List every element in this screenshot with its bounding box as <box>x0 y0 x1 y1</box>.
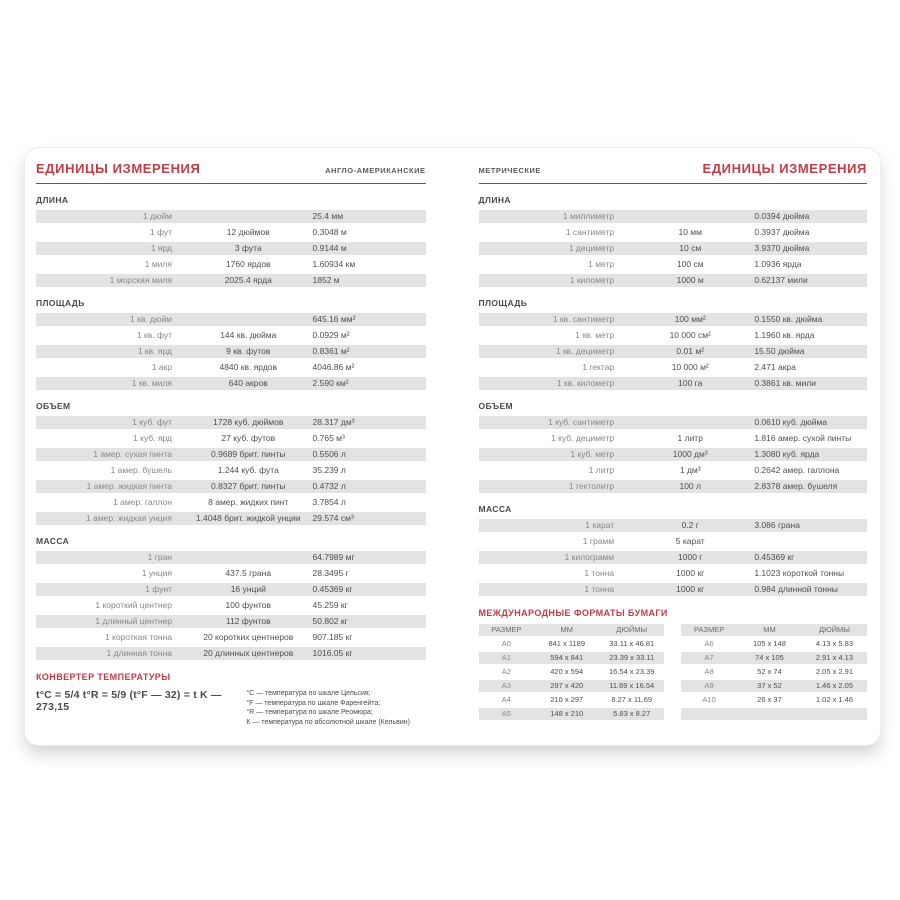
paper-size-cell: A6 <box>704 639 714 648</box>
unit-name-cell: 1 кв. ярд <box>137 346 172 356</box>
paper-mm-cell: 105 x 148 <box>752 639 786 648</box>
table-row <box>681 666 867 678</box>
unit-name-cell: 1 кв. фут <box>136 330 172 340</box>
table-row <box>36 258 426 271</box>
unit-equivalent-cell: 1760 ярдов <box>225 259 271 269</box>
unit-value-cell: 25.4 мм <box>312 211 344 221</box>
unit-value-cell: 1.1960 кв. ярда <box>754 330 815 340</box>
table-row <box>479 258 868 271</box>
unit-equivalent-cell: 112 фунтов <box>225 616 271 626</box>
unit-name-cell: 1 килограмм <box>564 552 615 562</box>
unit-equivalent-cell: 12 дюймов <box>226 227 270 237</box>
unit-equivalent-cell: 100 мм² <box>674 314 706 324</box>
unit-equivalent-cell: 100 га <box>678 378 703 388</box>
header-rule <box>479 183 868 184</box>
paper-size-cell <box>681 708 737 720</box>
unit-name-cell: 1 кв. дециметр <box>555 346 615 356</box>
table-row <box>36 345 426 358</box>
unit-equivalent-cell: 0.2 г <box>681 520 699 530</box>
paper-size-cell: A7 <box>704 653 714 662</box>
unit-equivalent-cell: 4840 кв. ярдов <box>219 362 278 372</box>
unit-name-cell: 1 сантиметр <box>565 227 615 237</box>
table-row <box>681 680 867 692</box>
unit-table <box>479 210 868 287</box>
table-row <box>36 432 426 445</box>
unit-equivalent-cell: 144 кв. дюйма <box>220 330 277 340</box>
paper-mm-cell: 52 x 74 <box>757 667 782 676</box>
table-row <box>479 694 665 706</box>
table-row <box>36 416 426 429</box>
table-row <box>479 480 868 493</box>
table-row <box>36 226 426 239</box>
paper-inches-cell: 4.13 x 5.83 <box>815 639 854 648</box>
unit-table <box>479 519 868 596</box>
unit-equivalent-cell: 16 унций <box>230 584 266 594</box>
paper-inches-cell <box>802 708 867 720</box>
table-row <box>681 708 867 720</box>
unit-equivalent-cell <box>626 210 754 223</box>
paper-formats-title: МЕЖДУНАРОДНЫЕ ФОРМАТЫ БУМАГИ <box>478 608 668 618</box>
unit-equivalent-cell: 640 акров <box>228 378 268 388</box>
unit-name-cell: 1 километр <box>569 275 615 285</box>
table-row <box>479 226 868 239</box>
paper-size-cell: A2 <box>501 667 511 676</box>
section-heading: ДЛИНА <box>478 195 511 205</box>
unit-name-cell: 1 грамм <box>582 536 615 546</box>
unit-value-cell: 28.3495 г <box>312 568 349 578</box>
unit-value-cell: 3.9370 дюйма <box>754 243 810 253</box>
table-row <box>36 313 426 326</box>
unit-equivalent-cell: 9 кв. футов <box>226 346 271 356</box>
unit-section <box>36 536 426 660</box>
paper-size-cell: A1 <box>501 653 511 662</box>
table-row <box>479 313 868 326</box>
unit-value-cell: 1016.05 кг <box>312 648 353 658</box>
unit-equivalent-cell: 0.01 м² <box>676 346 705 356</box>
unit-name-cell: 1 длинная тонна <box>106 648 172 658</box>
unit-equivalent-cell: 10 см <box>679 243 702 253</box>
unit-value-cell <box>754 535 867 548</box>
unit-name-cell: 1 короткий центнер <box>95 600 172 610</box>
unit-section <box>479 504 868 596</box>
paper-size-cell: A4 <box>501 695 511 704</box>
unit-value-cell: 50.802 кг <box>312 616 348 626</box>
unit-name-cell: 1 амер. бушель <box>110 465 172 475</box>
unit-equivalent-cell: 10 000 см² <box>669 330 711 340</box>
unit-name-cell: 1 литр <box>588 465 615 475</box>
table-row <box>479 329 868 342</box>
unit-value-cell: 0.0929 м² <box>312 330 350 340</box>
table-row <box>36 361 426 374</box>
unit-value-cell: 0.2642 амер. галлона <box>754 465 840 475</box>
temperature-note: К — температура по абсолютной шкале (Кельвин) <box>246 718 410 726</box>
paper-size-cell: A10 <box>702 695 716 704</box>
page-title: ЕДИНИЦЫ ИЗМЕРЕНИЯ <box>702 161 867 176</box>
unit-sections-right <box>479 195 868 596</box>
unit-name-cell: 1 акр <box>151 362 172 372</box>
unit-value-cell: 0.45369 кг <box>312 584 353 594</box>
table-row <box>36 480 426 493</box>
paper-formats <box>479 608 868 722</box>
unit-value-cell: 28.317 дм³ <box>312 417 355 427</box>
unit-equivalent-cell: 0.9689 брит. пинты <box>211 449 286 459</box>
unit-name-cell: 1 куб. ярд <box>133 433 172 443</box>
unit-sections-left <box>36 195 426 660</box>
table-row <box>479 567 868 580</box>
table-row <box>681 638 867 650</box>
unit-table <box>36 416 426 525</box>
unit-name-cell: 1 кв. километр <box>556 378 615 388</box>
paper-table <box>681 624 867 722</box>
unit-name-cell: 1 кв. миля <box>131 378 172 388</box>
unit-value-cell: 0.3048 м <box>312 227 347 237</box>
unit-value-cell: 907.185 кг <box>312 632 353 642</box>
unit-table <box>36 551 426 660</box>
unit-section <box>36 298 426 390</box>
unit-value-cell: 0.45369 кг <box>754 552 795 562</box>
paper-size-cell: A3 <box>501 681 511 690</box>
unit-equivalent-cell: 1.244 куб. фута <box>217 465 279 475</box>
unit-equivalent-cell <box>184 210 313 223</box>
unit-name-cell: 1 фут <box>149 227 172 237</box>
table-row <box>36 599 426 612</box>
unit-equivalent-cell: 3 фута <box>234 243 262 253</box>
unit-name-cell: 1 куб. дециметр <box>551 433 615 443</box>
unit-equivalent-cell: 1000 кг <box>676 584 705 594</box>
unit-value-cell: 64.7989 мг <box>312 552 355 562</box>
unit-table <box>36 210 426 287</box>
table-row <box>479 638 665 650</box>
paper-table <box>479 624 665 722</box>
unit-value-cell: 0.5506 л <box>312 449 346 459</box>
table-row <box>36 448 426 461</box>
paper-mm-cell <box>737 708 802 720</box>
unit-name-cell: 1 карат <box>585 520 615 530</box>
unit-equivalent-cell: 1.4048 брит. жидкой унции <box>195 513 301 523</box>
paper-inches-cell: 11.69 x 16.54 <box>609 681 655 690</box>
page-corner-label: МЕТРИЧЕСКИЕ <box>478 166 541 175</box>
paper-column-header: ДЮЙМЫ <box>819 625 850 634</box>
unit-name-cell: 1 амер. жидкая пинта <box>86 481 172 491</box>
table-row <box>36 377 426 390</box>
unit-equivalent-cell: 1728 куб. дюймов <box>213 417 284 427</box>
table-row <box>36 615 426 628</box>
unit-name-cell: 1 морская миля <box>109 275 172 285</box>
unit-equivalent-cell: 1000 г <box>678 552 703 562</box>
unit-value-cell: 0.8361 м² <box>312 346 350 356</box>
paper-table-header-row <box>479 624 665 636</box>
unit-name-cell: 1 тонна <box>584 584 615 594</box>
paper-column-header: ММ <box>763 625 776 634</box>
temperature-formula: t°C = 5/4 t°R = 5/9 (t°F — 32) = t K — 273,15 <box>36 689 222 713</box>
unit-value-cell: 0.0394 дюйма <box>754 211 810 221</box>
unit-equivalent-cell: 5 карат <box>675 536 705 546</box>
unit-equivalent-cell: 1000 дм³ <box>672 449 708 459</box>
temperature-note: °F — температура по шкале Фаренгейта; <box>246 699 381 707</box>
paper-mm-cell: 841 x 1189 <box>548 639 585 648</box>
table-row <box>36 496 426 509</box>
table-row <box>479 345 868 358</box>
unit-equivalent-cell <box>184 551 313 564</box>
unit-value-cell: 2.471 акра <box>754 362 796 372</box>
temperature-converter-body <box>36 689 426 727</box>
unit-name-cell: 1 миля <box>144 259 172 269</box>
section-heading: ОБЪЕМ <box>478 401 514 411</box>
section-heading: МАССА <box>478 504 512 514</box>
paper-mm-cell: 297 x 420 <box>550 681 584 690</box>
unit-value-cell: 0.984 длинной тонны <box>754 584 838 594</box>
paper-inches-cell: 2.05 x 2.91 <box>815 667 854 676</box>
table-row <box>479 464 868 477</box>
page-left-header <box>36 161 426 176</box>
section-heading: МАССА <box>36 536 70 546</box>
page-right <box>453 148 881 745</box>
unit-equivalent-cell <box>184 313 313 326</box>
paper-inches-cell: 23.39 x 33.11 <box>609 653 655 662</box>
table-row <box>479 551 868 564</box>
temperature-note: °R — температура по шкале Реомюра; <box>246 709 373 716</box>
unit-value-cell: 0.9144 м <box>312 243 347 253</box>
unit-equivalent-cell: 1000 кг <box>676 568 705 578</box>
page-title: ЕДИНИЦЫ ИЗМЕРЕНИЯ <box>36 161 201 176</box>
unit-value-cell: 0.4732 л <box>312 481 346 491</box>
table-row <box>479 583 868 596</box>
paper-column-header: ДЮЙМЫ <box>616 625 648 634</box>
unit-value-cell: 0.62137 мили <box>754 275 808 285</box>
unit-name-cell: 1 длинный центнер <box>95 616 172 626</box>
paper-size-cell: A0 <box>501 639 511 648</box>
table-row <box>479 519 868 532</box>
unit-value-cell: 1.0936 ярда <box>754 259 802 269</box>
paper-inches-cell: 1.46 x 2.05 <box>815 681 854 690</box>
table-row <box>479 210 868 223</box>
unit-value-cell: 3.086 грана <box>754 520 800 530</box>
paper-table-rows <box>479 638 665 720</box>
unit-equivalent-cell: 437.5 грана <box>225 568 272 578</box>
unit-name-cell: 1 кв. метр <box>575 330 615 340</box>
unit-name-cell: 1 гран <box>147 552 172 562</box>
unit-value-cell: 645.16 мм² <box>312 314 356 324</box>
unit-value-cell: 15.50 дюйма <box>754 346 805 356</box>
unit-equivalent-cell: 0.8327 брит. пинты <box>211 481 286 491</box>
table-row <box>36 567 426 580</box>
unit-value-cell: 0.3937 дюйма <box>754 227 810 237</box>
table-row <box>479 274 868 287</box>
unit-name-cell: 1 тонна <box>584 568 615 578</box>
page-left <box>25 148 453 745</box>
table-row <box>479 680 665 692</box>
paper-column-header: РАЗМЕР <box>694 625 725 634</box>
section-heading: ПЛОЩАДЬ <box>36 298 85 308</box>
unit-equivalent-cell: 1 дм³ <box>679 465 701 475</box>
section-heading: ПЛОЩАДЬ <box>478 298 528 308</box>
paper-size-cell: A9 <box>704 681 714 690</box>
temperature-notes <box>246 689 425 727</box>
unit-equivalent-cell: 100 л <box>679 481 701 491</box>
unit-equivalent-cell: 1 литр <box>677 433 703 443</box>
unit-equivalent-cell: 8 амер. жидких пинт <box>208 497 289 507</box>
unit-value-cell: 4046.86 м² <box>312 362 355 372</box>
unit-name-cell: 1 кв. сантиметр <box>552 314 615 324</box>
table-row <box>479 535 868 548</box>
unit-name-cell: 1 дюйм <box>142 211 172 221</box>
unit-equivalent-cell <box>626 416 754 429</box>
table-row <box>479 361 868 374</box>
table-row <box>479 416 868 429</box>
unit-table <box>479 313 868 390</box>
paper-column-header: ММ <box>560 625 573 634</box>
unit-value-cell: 45.259 кг <box>312 600 348 610</box>
unit-value-cell: 29.574 см³ <box>312 513 354 523</box>
section-heading: ОБЪЕМ <box>36 401 71 411</box>
paper-inches-cell: 1.02 x 1.46 <box>815 695 854 704</box>
table-row <box>36 210 426 223</box>
table-row <box>479 432 868 445</box>
page-right-header <box>479 161 868 176</box>
unit-value-cell: 35.239 л <box>312 465 346 475</box>
unit-value-cell: 0.0610 куб. дюйма <box>754 417 828 427</box>
unit-name-cell: 1 куб. сантиметр <box>548 417 615 427</box>
paper-mm-cell: 210 x 297 <box>550 695 584 704</box>
paper-mm-cell: 37 x 52 <box>757 681 782 690</box>
unit-name-cell: 1 амер. галлон <box>113 497 172 507</box>
unit-equivalent-cell: 20 коротких центнеров <box>203 632 294 642</box>
unit-value-cell: 3.7854 л <box>312 497 346 507</box>
unit-name-cell: 1 амер. сухая пинта <box>93 449 172 459</box>
unit-name-cell: 1 ярд <box>150 243 172 253</box>
table-row <box>36 464 426 477</box>
table-row <box>479 242 868 255</box>
unit-value-cell: 1.1023 короткой тонны <box>754 568 845 578</box>
paper-inches-cell: 2.91 x 4.13 <box>815 653 854 662</box>
unit-equivalent-cell: 100 фунтов <box>225 600 271 610</box>
table-row <box>479 708 665 720</box>
paper-inches-cell: 16.54 x 23.39 <box>608 667 655 676</box>
paper-size-cell: A5 <box>501 709 511 718</box>
unit-equivalent-cell: 1000 м <box>676 275 704 285</box>
unit-value-cell: 2.590 км² <box>312 378 349 388</box>
unit-table <box>479 416 868 493</box>
paper-size-cell: A8 <box>704 667 714 676</box>
unit-section <box>36 195 426 287</box>
paper-mm-cell: 148 x 210 <box>550 709 584 718</box>
table-row <box>681 652 867 664</box>
unit-equivalent-cell: 27 куб. футов <box>221 433 276 443</box>
unit-section <box>36 401 426 525</box>
page-corner-label: АНГЛО-АМЕРИКАНСКИЕ <box>325 166 426 175</box>
table-row <box>479 666 665 678</box>
unit-equivalent-cell: 10 мм <box>678 227 702 237</box>
table-row <box>36 512 426 525</box>
table-row <box>36 647 426 660</box>
unit-name-cell: 1 метр <box>588 259 615 269</box>
unit-name-cell: 1 куб. метр <box>570 449 615 459</box>
unit-equivalent-cell: 20 длинных центнеров <box>203 648 294 658</box>
paper-mm-cell: 26 x 37 <box>757 695 782 704</box>
unit-name-cell: 1 кв. дюйм <box>130 314 172 324</box>
unit-table <box>36 313 426 390</box>
unit-value-cell: 0.1550 кв. дюйма <box>754 314 823 324</box>
paper-table-header-row <box>681 624 867 636</box>
unit-value-cell: 1.3080 куб. ярда <box>754 449 820 459</box>
unit-name-cell: 1 амер. жидкая унция <box>86 513 172 523</box>
unit-name-cell: 1 короткая тонна <box>104 632 172 642</box>
table-row <box>36 329 426 342</box>
unit-value-cell: 2.8378 амер. бушеля <box>754 481 838 491</box>
paper-column-header: РАЗМЕР <box>491 625 522 634</box>
unit-section <box>479 298 868 390</box>
planner-spread <box>25 148 880 745</box>
paper-table-rows <box>681 638 867 720</box>
unit-name-cell: 1 фунт <box>145 584 172 594</box>
table-row <box>36 631 426 644</box>
unit-name-cell: 1 унция <box>141 568 172 578</box>
table-row <box>681 694 867 706</box>
table-row <box>36 583 426 596</box>
unit-equivalent-cell: 2025.4 ярда <box>224 275 272 285</box>
unit-value-cell: 1852 м <box>312 275 340 285</box>
table-row <box>36 242 426 255</box>
temperature-converter <box>36 672 426 727</box>
paper-inches-cell: 5.83 x 8.27 <box>613 709 651 718</box>
section-heading: ДЛИНА <box>36 195 69 205</box>
paper-mm-cell: 74 x 105 <box>755 653 784 662</box>
unit-name-cell: 1 дециметр <box>568 243 615 253</box>
paper-formats-tables <box>479 624 868 722</box>
header-rule <box>36 183 426 184</box>
unit-equivalent-cell: 100 см <box>676 259 704 269</box>
unit-section <box>479 401 868 493</box>
unit-equivalent-cell: 10 000 м² <box>671 362 709 372</box>
unit-section <box>479 195 868 287</box>
table-row <box>479 652 665 664</box>
unit-value-cell: 1.60934 км <box>312 259 356 269</box>
paper-inches-cell: 8.27 x 11.69 <box>611 695 653 704</box>
table-row <box>479 448 868 461</box>
table-row <box>36 274 426 287</box>
paper-inches-cell: 33.11 x 46.81 <box>609 639 655 648</box>
unit-name-cell: 1 миллиметр <box>562 211 615 221</box>
unit-value-cell: 0.765 м³ <box>312 433 345 443</box>
temperature-note: °C — температура по шкале Цельсия; <box>246 690 371 697</box>
unit-value-cell: 0.3861 кв. мили <box>754 378 816 388</box>
unit-name-cell: 1 гектолитр <box>568 481 615 491</box>
unit-value-cell: 1.816 амер. сухой пинты <box>754 433 852 443</box>
table-row <box>479 377 868 390</box>
unit-name-cell: 1 гектар <box>582 362 615 372</box>
table-row <box>36 551 426 564</box>
temperature-converter-title: КОНВЕРТЕР ТЕМПЕРАТУРЫ <box>36 672 171 682</box>
unit-name-cell: 1 куб. фут <box>132 417 172 427</box>
paper-mm-cell: 420 x 594 <box>550 667 584 676</box>
paper-mm-cell: 594 x 841 <box>550 653 584 662</box>
